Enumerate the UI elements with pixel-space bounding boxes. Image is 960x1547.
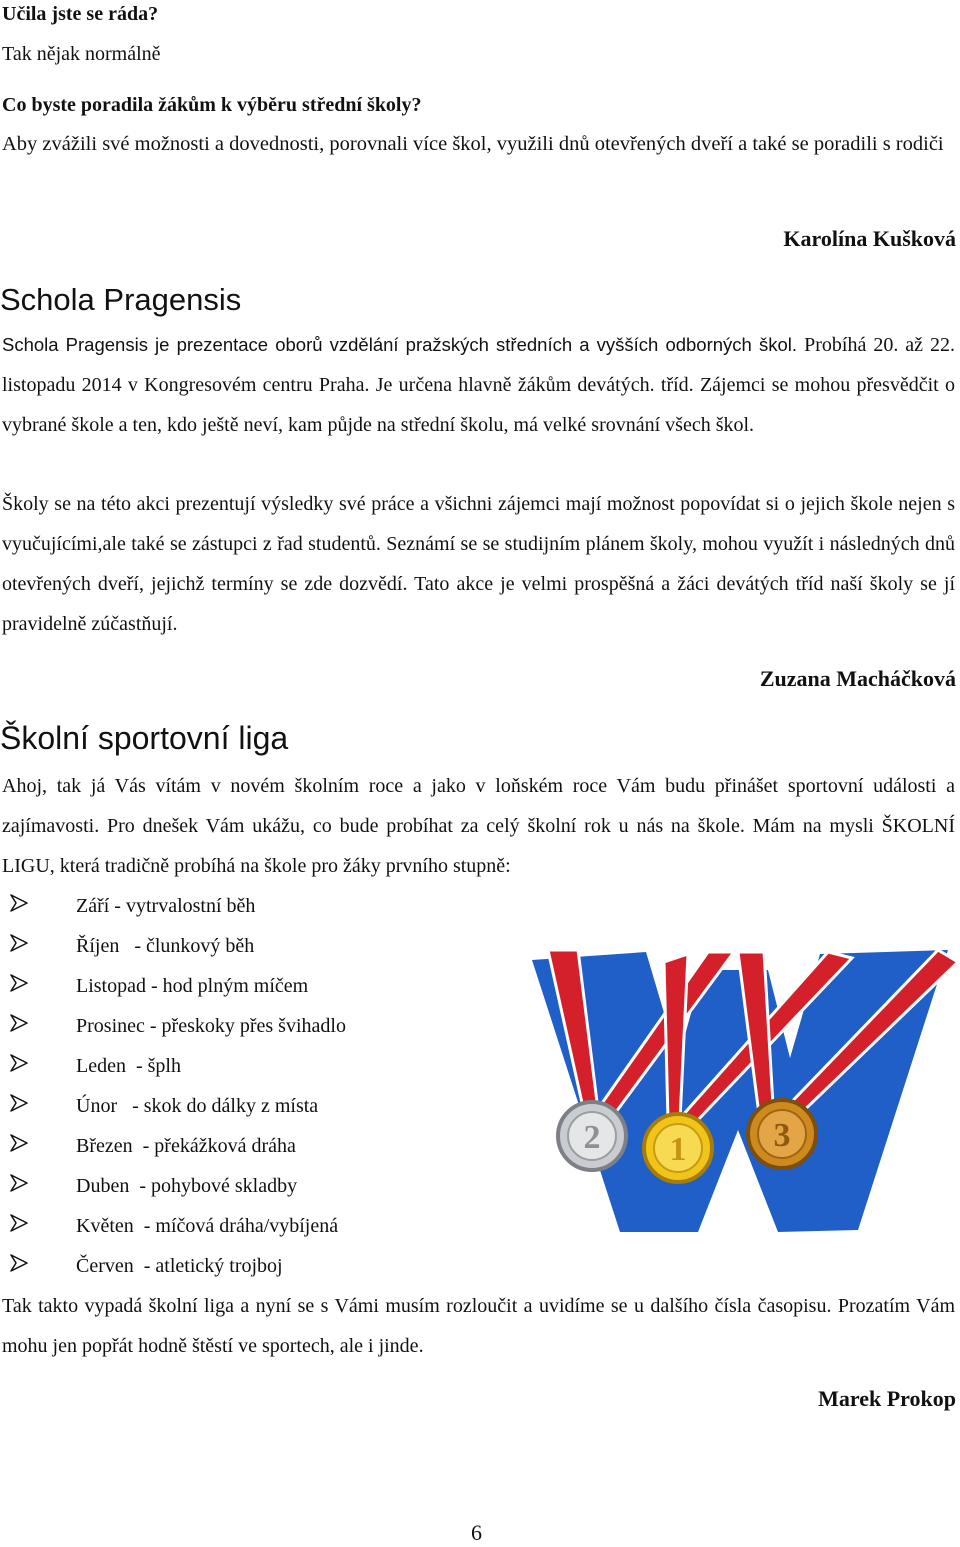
svg-text:1: 1 bbox=[669, 1131, 687, 1168]
arrow-bullet-icon bbox=[10, 886, 76, 926]
page-number: 6 bbox=[471, 1520, 482, 1545]
list-item-text: Duben - pohybové skladby bbox=[76, 1175, 298, 1197]
liga-outro: Tak takto vypadá školní liga a nyní se s Vámi musím rozloučit a uvidíme se u dalšího čísla časopisu. Prozatím Vám mohu jen popřát hodně štěstí ve sportech, ale i jinde. bbox=[2, 1295, 955, 1357]
list-item-text: Prosinec - přeskoky přes švihadlo bbox=[76, 1015, 346, 1037]
list-item-text: Leden - šplh bbox=[76, 1055, 181, 1077]
list-item bbox=[10, 1246, 346, 1286]
arrow-bullet-icon bbox=[10, 1206, 76, 1246]
svg-text:2: 2 bbox=[583, 1119, 601, 1156]
schola-title: Schola Pragensis bbox=[0, 282, 242, 317]
arrow-bullet-icon bbox=[10, 1006, 76, 1046]
list-item bbox=[10, 1086, 346, 1126]
schola-p1-sans: Schola Pragensis je prezentace oborů vzdělání pražských středních a vyšších odborných škol. bbox=[2, 334, 797, 355]
list-item-text: Březen - překážková dráha bbox=[76, 1135, 296, 1157]
list-item bbox=[10, 966, 346, 1006]
list-item bbox=[10, 1126, 346, 1166]
liga-title: Školní sportovní liga bbox=[0, 720, 289, 756]
arrow-bullet-icon bbox=[10, 1086, 76, 1126]
interview-answer-2: Aby zvážili své možnosti a dovednosti, porovnali více škol, využili dnů otevřených dveří a také se poradili s rodiči bbox=[2, 133, 944, 155]
list-item bbox=[10, 926, 346, 966]
list-item bbox=[10, 1046, 346, 1086]
arrow-bullet-icon bbox=[10, 966, 76, 1006]
schola-author: Zuzana Macháčková bbox=[759, 666, 956, 691]
list-item-text: Květen - míčová dráha/vybíjená bbox=[76, 1215, 339, 1237]
schola-paragraph-2: Školy se na této akci prezentují výsledky své práce a všichni zájemci mají možnost popovídat si o jejich škole nejen s vyučujícími,ale také se zástupci z řad studentů. Seznámí se se studijním plánem školy, mohou využít i následných dnů otevřených dveří, jejichž termíny se zde dozvědí. Tato akce je velmi prospěšná a žáci devátých tříd naší školy se jí pravidelně zúčastňují. bbox=[2, 493, 955, 635]
arrow-bullet-icon bbox=[10, 1046, 76, 1086]
interview-question-1: Učila jste se ráda? bbox=[2, 3, 159, 25]
liga-author: Marek Prokop bbox=[818, 1386, 956, 1411]
interview-question-2: Co byste poradila žákům k výběru střední školy? bbox=[2, 94, 422, 116]
interview-answer-1: Tak nějak normálně bbox=[2, 43, 161, 65]
list-item-text: Říjen - člunkový běh bbox=[76, 935, 255, 957]
interview-author: Karolína Kušková bbox=[783, 226, 956, 251]
svg-text:3: 3 bbox=[773, 1117, 791, 1154]
liga-schedule-list bbox=[10, 886, 346, 1286]
schola-paragraph-1 bbox=[2, 325, 955, 445]
medals-illustration-icon bbox=[528, 940, 958, 1240]
arrow-bullet-icon bbox=[10, 1246, 76, 1286]
list-item bbox=[10, 1006, 346, 1046]
list-item-text: Únor - skok do dálky z místa bbox=[76, 1095, 319, 1117]
list-item bbox=[10, 886, 346, 926]
list-item-text: Září - vytrvalostní běh bbox=[76, 895, 256, 917]
arrow-bullet-icon bbox=[10, 1166, 76, 1206]
arrow-bullet-icon bbox=[10, 926, 76, 966]
list-item bbox=[10, 1206, 346, 1246]
schola-p1-serif: Probíhá 20. až 22. listopadu 2014 v Kongresovém centru Praha. Je určena hlavně žákům devátých. tříd. Zájemci se mohou přesvědčit o vybrané škole a ten, kdo ještě neví, kam půjde na střední školu, má velké srovnání všech škol. bbox=[2, 334, 956, 436]
list-item-text: Červen - atletický trojboj bbox=[76, 1255, 283, 1277]
arrow-bullet-icon bbox=[10, 1126, 76, 1166]
list-item-text: Listopad - hod plným míčem bbox=[76, 975, 309, 997]
liga-intro: Ahoj, tak já Vás vítám v novém školním roce a jako v loňském roce Vám budu přinášet sportovní události a zajímavosti. Pro dnešek Vám ukážu, co bude probíhat za celý školní rok u nás na škole. Mám na mysli ŠKOLNÍ LIGU, která tradičně probíhá na škole pro žáky prvního stupně: bbox=[2, 775, 955, 877]
list-item bbox=[10, 1166, 346, 1206]
